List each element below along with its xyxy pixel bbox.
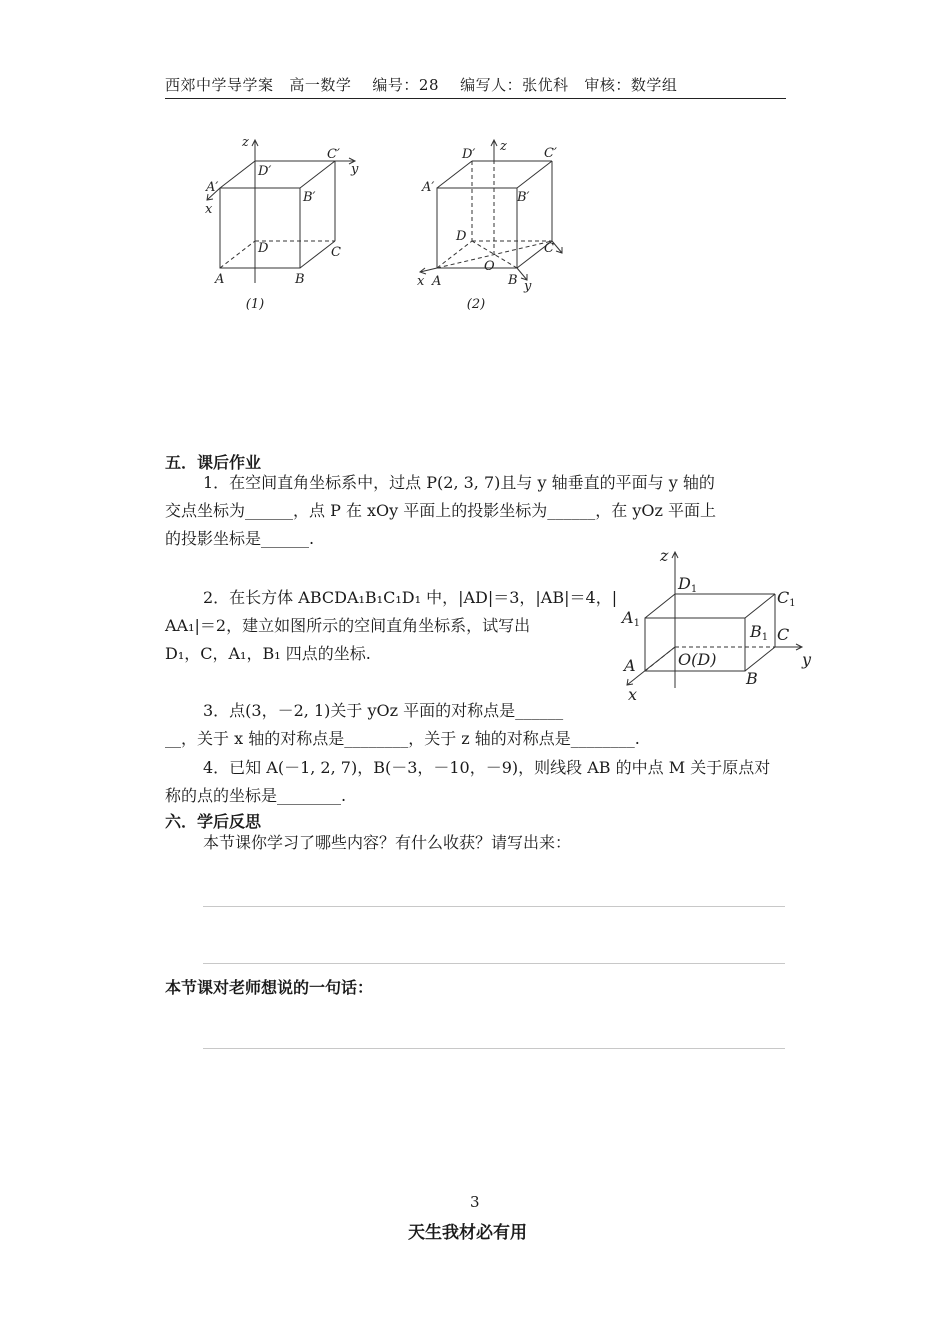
fig3-label-d1: D1 — [678, 574, 698, 595]
teacher-note-title: 本节课对老师想说的一句话： — [165, 978, 374, 997]
fig1-caption: (1) — [245, 297, 265, 312]
fig3-label-c: C — [777, 625, 790, 644]
figure-cube-1 — [195, 128, 375, 318]
header-subject: 高一数学 — [289, 76, 352, 94]
fig1-label-z: z — [242, 135, 249, 150]
fig3-edge — [745, 647, 775, 671]
fig3-label-z: z — [660, 546, 669, 565]
fig2-label-d-prime: D′ — [462, 147, 476, 162]
footer-motto: 天生我材必有用 — [408, 1223, 527, 1243]
header-number: 编号：28 — [372, 76, 440, 94]
fig3-label-c1: C1 — [777, 588, 796, 609]
fig1-label-d: D — [258, 241, 269, 256]
fig2-label-x: x — [417, 274, 425, 289]
fig3-label-a1: A1 — [622, 608, 640, 629]
figure-cube-2 — [412, 128, 592, 318]
section6-prompt: 本节课你学习了哪些内容？有什么收获？请写出来： — [203, 833, 572, 852]
fig3-label-a: A — [624, 656, 636, 675]
q2-line2: AA₁|＝2，建立如图所示的空间直角坐标系，试写出 — [165, 616, 531, 635]
fig2-label-d: D — [456, 229, 467, 244]
fig3-label-x: x — [628, 685, 638, 702]
section6-title: 六．学后反思 — [165, 812, 262, 831]
fig1-edge — [300, 161, 335, 188]
fig3-label-b1: B1 — [750, 622, 769, 643]
fig1-hidden-edge — [220, 241, 255, 268]
fig2-edge — [437, 161, 472, 188]
page-number: 3 — [470, 1193, 480, 1211]
q1-line3: 的投影坐标是______. — [165, 529, 315, 548]
fig1-label-a: A — [215, 272, 225, 287]
fig2-label-b-prime: B′ — [517, 190, 530, 205]
fig1-label-x: x — [205, 202, 213, 217]
fig1-edge — [300, 241, 335, 268]
answer-line-3[interactable] — [203, 1048, 785, 1049]
fig1-label-d-prime: D′ — [258, 164, 272, 179]
q4-line1: 4．已知 A(－1, 2, 7)，B(－3，－10，－9)，则线段 AB 的中点 M 关于原点对 — [203, 758, 771, 777]
fig3-label-o: O(D) — [678, 650, 717, 669]
fig2-label-c: C — [544, 241, 554, 256]
fig2-label-a: A — [432, 274, 442, 289]
header-author: 编写人：张优科 — [460, 76, 569, 94]
q3-line2: __，关于 x 轴的对称点是________，关于 z 轴的对称点是________. — [165, 729, 640, 748]
header-school: 西郊中学导学案 — [165, 76, 274, 94]
header-rule — [165, 98, 786, 99]
q3-line1: 3．点(3，－2, 1)关于 yOz 平面的对称点是______ — [203, 701, 564, 720]
fig1-label-b: B — [295, 272, 305, 287]
fig2-label-b: B — [508, 273, 518, 288]
fig2-label-c-prime: C′ — [544, 146, 557, 161]
header-reviewer: 审核：数学组 — [584, 76, 678, 94]
fig1-label-a-prime: A′ — [206, 180, 219, 195]
q1-line2: 交点坐标为______，点 P 在 xOy 平面上的投影坐标为______，在 yOz 平面上 — [165, 501, 717, 520]
page-header — [165, 74, 785, 98]
q1-line1: 1．在空间直角坐标系中，过点 P(2, 3, 7)且与 y 轴垂直的平面与 y 轴的 — [203, 473, 715, 492]
fig2-label-a-prime: A′ — [422, 180, 435, 195]
fig3-label-b: B — [746, 669, 758, 688]
fig1-label-c: C — [331, 245, 341, 260]
fig2-caption: (2) — [466, 297, 486, 312]
section5-title: 五．课后作业 — [165, 453, 262, 472]
figure-cuboid — [612, 540, 827, 702]
fig3-edge — [645, 594, 675, 618]
q2-line1: 2．在长方体 ABCDA₁B₁C₁D₁ 中，|AD|＝3，|AB|＝4，| — [203, 588, 618, 607]
fig1-edge — [220, 161, 255, 188]
answer-line-1[interactable] — [203, 906, 785, 907]
fig1-front-face — [220, 188, 300, 268]
fig1-label-b-prime: B′ — [303, 190, 316, 205]
fig1-label-y: y — [351, 162, 359, 177]
fig2-edge — [517, 161, 552, 188]
q4-line2: 称的点的坐标是________. — [165, 786, 347, 805]
fig3-edge — [745, 594, 775, 618]
fig2-front-face — [437, 188, 517, 268]
answer-line-2[interactable] — [203, 963, 785, 964]
fig2-label-y: y — [524, 279, 532, 294]
q2-line3: D₁，C，A₁，B₁ 四点的坐标. — [165, 644, 371, 663]
fig2-label-z: z — [500, 139, 507, 154]
fig3-label-y: y — [802, 650, 812, 669]
fig2-label-o: O — [484, 259, 495, 274]
fig1-label-c-prime: C′ — [327, 147, 340, 162]
